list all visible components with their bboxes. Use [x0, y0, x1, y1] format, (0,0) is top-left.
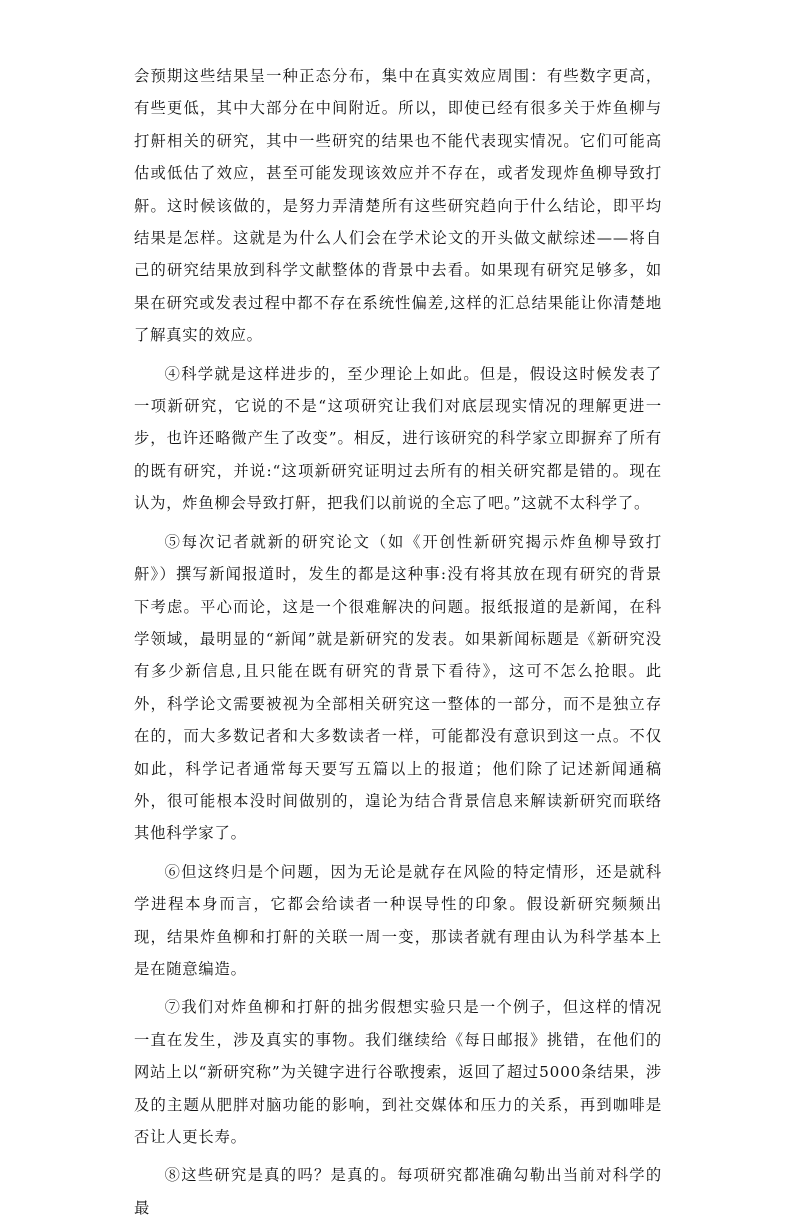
paragraph-8: ⑧这些研究是真的吗？是真的。每项研究都准确勾勒出当前对科学的最 — [134, 1166, 662, 1217]
paragraph-7: ⑦我们对炸鱼柳和打鼾的拙劣假想实验只是一个例子，但这样的情况一直在发生，涉及真实的事物。我们继续给《每日邮报》挑错，在他们的网站上以“新研究称”为关键字进行谷歌搜索，返回了超过5000条结果，涉及的主题从肥胖对脑功能的影响，到社交媒体和压力的关系，再到咖啡是否让人更长寿。 — [134, 998, 662, 1146]
document-page — [134, 60, 662, 1224]
paragraph-4: ④科学就是这样进步的，至少理论上如此。但是，假设这时候发表了一项新研究，它说的不是“这项研究让我们对底层现实情况的理解更进一步，也许还略微产生了改变”。相反，进行该研究的科学家立即摒弃了所有的既有研究，并说:“这项新研究证明过去所有的相关研究都是错的。现在认为，炸鱼柳会导致打鼾，把我们以前说的全忘了吧。”这就不太科学了。 — [134, 364, 662, 513]
paragraph-5: ⑤每次记者就新的研究论文（如《开创性新研究揭示炸鱼柳导致打鼾》）撰写新闻报道时，发生的都是这种事:没有将其放在现有研究的背景下考虑。平心而论，这是一个很难解决的问题。报纸报道的是新闻，在科学领域，最明显的“新闻”就是新研究的发表。如果新闻标题是《新研究没有多少新信息,且只能在既有研究的背景下看待》，这可不怎么抢眼。此外，科学论文需要被视为全部相关研究这一整体的一部分，而不是独立存在的，而大多数记者和大多数读者一样，可能都没有意识到这一点。不仅如此，科学记者通常每天要写五篇以上的报道；他们除了记述新闻通稿外，很可能根本没时间做别的，遑论为结合背景信息来解读新研究而联络其他科学家了。 — [134, 532, 662, 843]
paragraph-6: ⑥但这终归是个问题，因为无论是就存在风险的特定情形，还是就科学进程本身而言，它都会给读者一种误导性的印象。假设新研究频频出现，结果炸鱼柳和打鼾的关联一周一变，那读者就有理由认为科学基本上是在随意编造。 — [134, 862, 662, 978]
paragraph-3-continued: 会预期这些结果呈一种正态分布，集中在真实效应周围：有些数字更高，有些更低，其中大部分在中间附近。所以，即使已经有很多关于炸鱼柳与打鼾相关的研究，其中一些研究的结果也不能代表现实情况。它们可能高估或低估了效应，甚至可能发现该效应并不存在，或者发现炸鱼柳导致打鼾。这时候该做的，是努力弄清楚所有这些研究趋向于什么结论，即平均结果是怎样。这就是为什么人们会在学术论文的开头做文献综述——将自己的研究结果放到科学文献整体的背景中去看。如果现有研究足够多，如果在研究或发表过程中都不存在系统性偏差,这样的汇总结果能让你清楚地了解真实的效应。 — [134, 67, 662, 345]
